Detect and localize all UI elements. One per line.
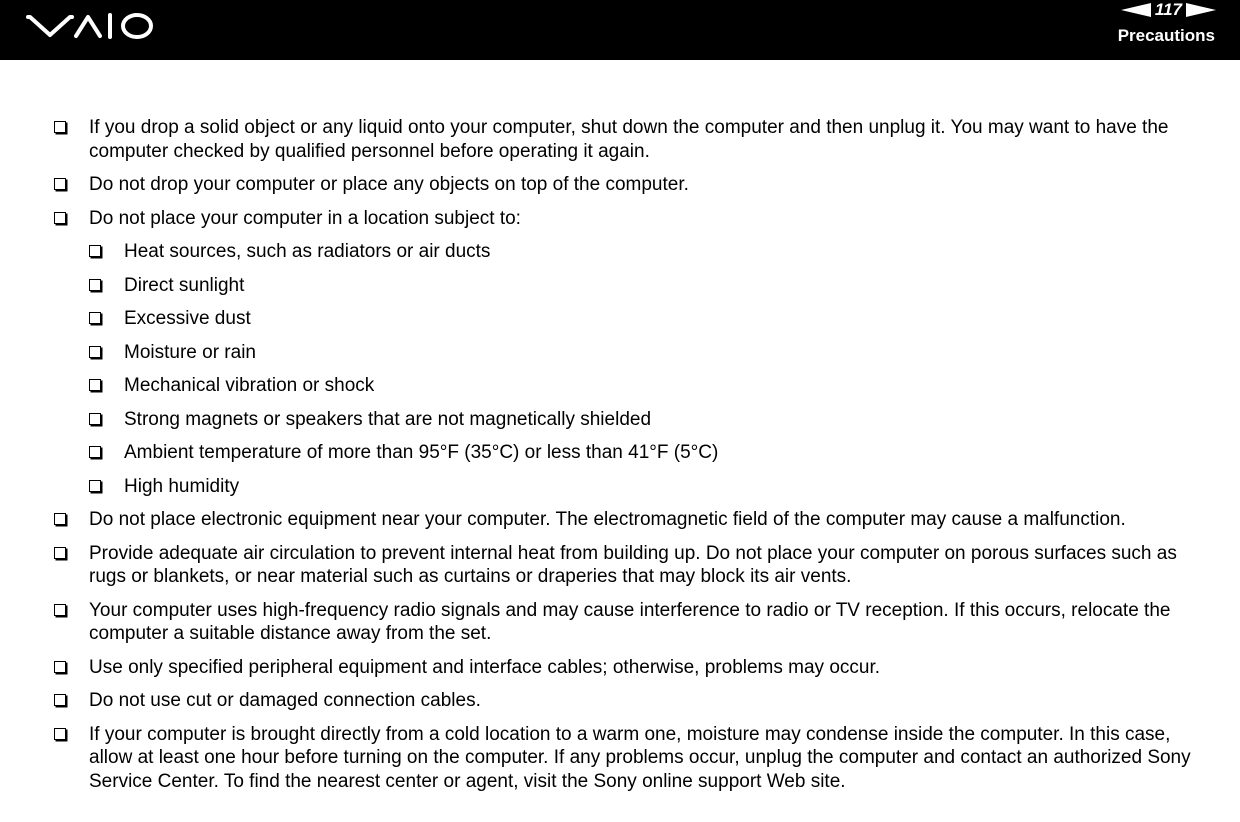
triangle-right-icon[interactable] <box>1186 2 1216 18</box>
list-item-text: Do not drop your computer or place any objects on top of the computer. <box>89 174 689 195</box>
list-item <box>54 116 1194 163</box>
location-conditions-list <box>89 240 1194 498</box>
checkbox-bullet-icon <box>89 279 101 291</box>
list-item-text: Use only specified peripheral equipment and interface cables; otherwise, problems may occur. <box>89 656 881 678</box>
precautions-content <box>54 116 1194 803</box>
checkbox-bullet-icon <box>89 312 101 324</box>
checkbox-bullet-icon <box>89 413 101 425</box>
page-navigation <box>1121 0 1216 20</box>
checkbox-bullet-icon <box>54 604 66 616</box>
page-header <box>0 0 1240 60</box>
sub-list-item-text: Moisture or rain <box>124 341 256 363</box>
checkbox-bullet-icon <box>54 212 66 224</box>
list-item-text: Do not place your computer in a location subject to: <box>89 207 521 229</box>
list-item-text: Your computer uses high-frequency radio signals and may cause interference to radio or TV reception. If this occurs, relocate the computer a suitable distance away from the set. <box>89 599 1171 644</box>
sub-list-item <box>89 274 1194 298</box>
section-title: Precautions <box>1117 26 1215 45</box>
sub-list-item <box>89 408 1194 432</box>
checkbox-bullet-icon <box>54 178 66 190</box>
sub-list-item <box>89 374 1194 398</box>
checkbox-bullet-icon <box>54 694 66 706</box>
sub-list-item-text: Mechanical vibration or shock <box>124 375 375 396</box>
sub-list-item <box>89 240 1194 264</box>
bullet-list <box>54 116 1194 793</box>
list-item <box>54 508 1194 532</box>
checkbox-bullet-icon <box>54 121 66 133</box>
sub-list-item <box>89 307 1194 331</box>
triangle-left-icon[interactable] <box>1121 2 1151 18</box>
checkbox-bullet-icon <box>54 728 66 740</box>
sub-list-item-text: Heat sources, such as radiators or air ducts <box>124 241 491 262</box>
list-item <box>54 207 1194 499</box>
list-item <box>54 656 1194 680</box>
sub-list-item-text: Strong magnets or speakers that are not magnetically shielded <box>124 408 652 430</box>
list-item <box>54 723 1194 794</box>
list-item <box>54 542 1194 589</box>
checkbox-bullet-icon <box>89 379 101 391</box>
sub-list-item <box>89 341 1194 365</box>
page-number: 117 <box>1154 0 1182 19</box>
checkbox-bullet-icon <box>54 547 66 559</box>
list-item <box>54 689 1194 713</box>
list-item-text: If you drop a solid object or any liquid onto your computer, shut down the computer and then unplug it. You may want to have the computer checked by qualified personnel before operating it again. <box>89 117 1169 162</box>
checkbox-bullet-icon <box>54 513 66 525</box>
checkbox-bullet-icon <box>54 661 66 673</box>
sub-list-item-text: Direct sunlight <box>124 274 245 296</box>
list-item <box>54 173 1194 197</box>
sub-list-item-text: Excessive dust <box>124 308 251 329</box>
sub-list-item-text: Ambient temperature of more than 95°F (35°C) or less than 41°F (5°C) <box>124 442 719 463</box>
sub-list-item <box>89 441 1194 465</box>
list-item-text: Provide adequate air circulation to prevent internal heat from building up. Do not place your computer on porous surfaces such as rugs or blankets, or near material such as curtains or draperies that may block its air vents. <box>89 542 1177 587</box>
checkbox-bullet-icon <box>89 245 101 257</box>
list-item <box>54 599 1194 646</box>
sub-list-item <box>89 475 1194 499</box>
list-item-text: Do not use cut or damaged connection cables. <box>89 690 481 711</box>
checkbox-bullet-icon <box>89 446 101 458</box>
vaio-logo <box>26 8 156 44</box>
sub-list-item-text: High humidity <box>124 475 240 497</box>
checkbox-bullet-icon <box>89 480 101 492</box>
list-item-text: If your computer is brought directly from a cold location to a warm one, moisture may condense inside the computer. In this case, allow at least one hour before turning on the computer. If any problems occur, unplug the computer and contact an authorized Sony Service Center. To find the nearest center or agent, visit the Sony online support Web site. <box>89 723 1191 792</box>
list-item-text: Do not place electronic equipment near your computer. The electromagnetic field of the computer may cause a malfunction. <box>89 509 1126 530</box>
checkbox-bullet-icon <box>89 346 101 358</box>
